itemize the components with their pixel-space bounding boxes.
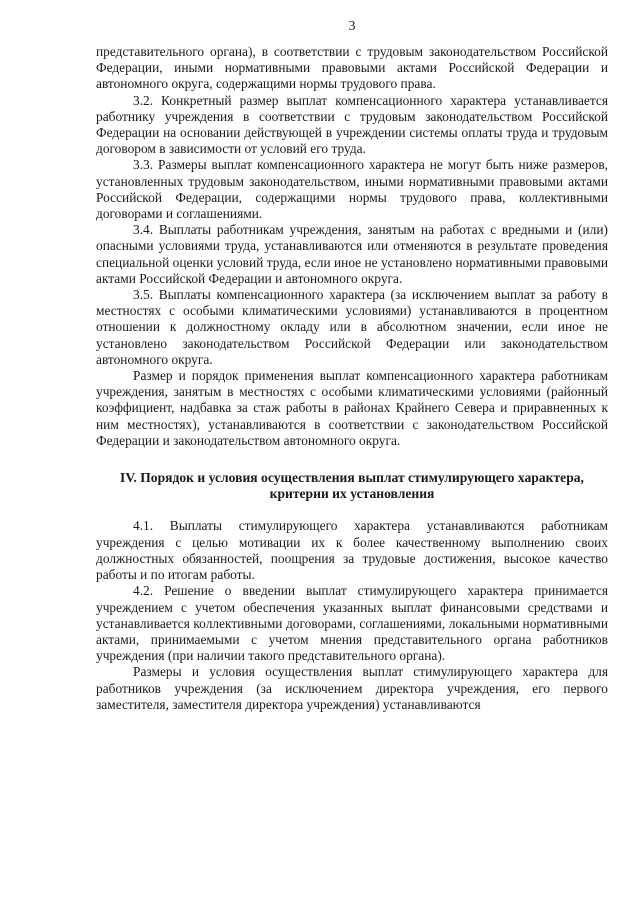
paragraph-3-4: 3.4. Выплаты работникам учреждения, занятым на работах с вредными и (или) опасными условиями труда, устанавливаются или отменяются в результате проведения специальной оценки условий труда, если иное не установлено нормативными правовыми актами Российской Федерации и автономного округа. bbox=[96, 222, 608, 286]
paragraph-3-2: 3.2. Конкретный размер выплат компенсационного характера устанавливается работнику учреждения в соответствии с трудовым законодательством Российской Федерации на основании действующей в учреждении системы оплаты труда и трудовым договором в зависимости от условий его труда. bbox=[96, 92, 608, 157]
paragraph-4-1: 4.1. Выплаты стимулирующего характера устанавливаются работникам учреждения с целью мотивации их к более качественному выполнению своих должностных обязанностей, поощрения за трудовые достижения, высокое качество работы и по итогам работы. bbox=[96, 518, 608, 583]
paragraph-continuation: представительного органа), в соответствии с трудовым законодательством Российской Федерации, иными нормативными правовыми актами Российской Федерации и автономного округа, содержащими нормы трудового права. bbox=[96, 44, 608, 92]
page-number: 3 bbox=[348, 19, 356, 34]
section-heading: IV. Порядок и условия осуществления выплат стимулирующего характера, критерии их установления bbox=[120, 470, 584, 502]
paragraph-3-3: 3.3. Размеры выплат компенсационного характера не могут быть ниже размеров, установленных трудовым законодательством, иными нормативными правовыми актами Российской Федерации, содержащими нормы трудового права, коллективными договорами и соглашениями. bbox=[96, 157, 608, 222]
paragraph-climate-payments: Размер и порядок применения выплат компенсационного характера работникам учреждения, занятым в местностях с особыми климатическими условиями (районный коэффициент, надбавка за стаж работы в районах Крайнего Севера и приравненных к ним местностях), устанавливаются в соответствии с законодательством Российской Федерации и законодательством автономного округа. bbox=[96, 368, 608, 448]
document-page bbox=[96, 18, 608, 713]
paragraph-incentive-sizes: Размеры и условия осуществления выплат стимулирующего характера для работников учреждения (за исключением директора учреждения, его первого заместителя, заместителя директора учреждения) устанавливаются bbox=[96, 664, 608, 712]
paragraph-4-2: 4.2. Решение о введении выплат стимулирующего характера принимается учреждением с учетом обеспечения указанных выплат финансовыми средствами и устанавливается коллективными договорами, соглашениями, локальными нормативными актами, принимаемыми с учетом мнения представительного органа работников учреждения (при наличии такого представительного органа). bbox=[96, 583, 608, 664]
paragraph-3-5: 3.5. Выплаты компенсационного характера (за исключением выплат за работу в местностях с особыми климатическими условиями) устанавливаются в процентном отношении к должностному окладу или в абсолютном значении, если иное не установлено законодательством Российской Федерации или законодательством автономного округа. bbox=[96, 287, 608, 367]
